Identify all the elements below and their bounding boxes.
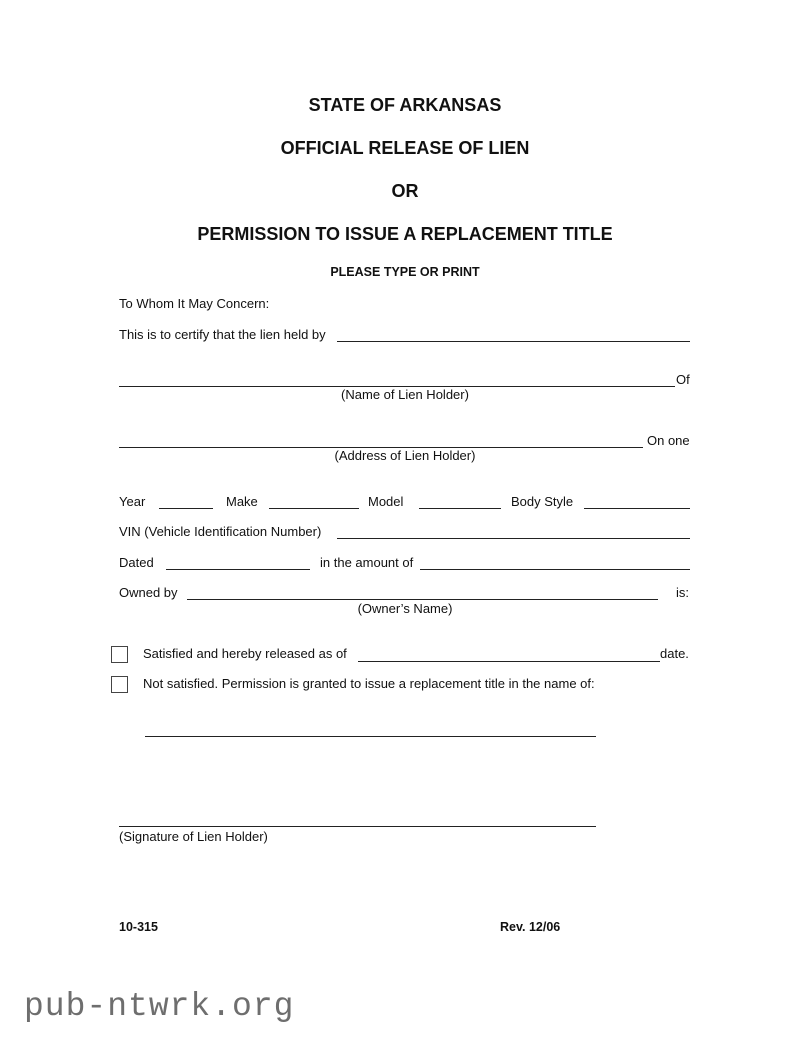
make-label: Make — [226, 494, 258, 509]
release-date-field[interactable] — [358, 661, 660, 662]
lien-held-by-field[interactable] — [337, 341, 690, 342]
title-state: STATE OF ARKANSAS — [308, 95, 502, 115]
on-one-label: On one — [647, 433, 690, 448]
amount-label: in the amount of — [320, 555, 414, 570]
title-permission: PERMISSION TO ISSUE A REPLACEMENT TITLE — [197, 224, 613, 244]
body-style-field[interactable] — [584, 508, 690, 509]
satisfied-checkbox[interactable] — [111, 646, 128, 663]
name-caption: (Name of Lien Holder) — [341, 387, 469, 402]
replacement-title-name-field[interactable] — [145, 736, 596, 737]
vin-label: VIN (Vehicle Identification Number) — [119, 524, 322, 539]
year-field[interactable] — [159, 508, 213, 509]
salutation: To Whom It May Concern: — [119, 296, 270, 311]
form-number: 10-315 — [119, 920, 158, 934]
vin-field[interactable] — [337, 538, 690, 539]
model-label: Model — [368, 494, 404, 509]
signature-caption: (Signature of Lien Holder) — [119, 829, 268, 844]
owner-caption: (Owner’s Name) — [357, 601, 453, 616]
date-suffix: date. — [660, 646, 689, 661]
watermark: pub-ntwrk.org — [24, 988, 295, 1025]
title-release-of-lien: OFFICIAL RELEASE OF LIEN — [280, 138, 530, 158]
certify-label: This is to certify that the lien held by — [119, 327, 326, 342]
owned-by-label: Owned by — [119, 585, 178, 600]
signature-field[interactable] — [119, 826, 596, 827]
not-satisfied-checkbox[interactable] — [111, 676, 128, 693]
dated-field[interactable] — [166, 569, 310, 570]
model-field[interactable] — [419, 508, 501, 509]
amount-field[interactable] — [420, 569, 690, 570]
address-caption: (Address of Lien Holder) — [334, 448, 476, 463]
not-satisfied-label: Not satisfied. Permission is granted to issue a replacement title in the name of: — [143, 676, 595, 691]
body-style-label: Body Style — [511, 494, 574, 509]
instruction-text: PLEASE TYPE OR PRINT — [330, 265, 480, 279]
dated-label: Dated — [119, 555, 154, 570]
revision-date: Rev. 12/06 — [500, 920, 561, 934]
is-label: is: — [676, 585, 689, 600]
of-label: Of — [676, 372, 690, 387]
satisfied-label: Satisfied and hereby released as of — [143, 646, 347, 661]
year-label: Year — [119, 494, 146, 509]
owner-name-field[interactable] — [187, 599, 658, 600]
title-or: OR — [391, 181, 419, 201]
make-field[interactable] — [269, 508, 359, 509]
